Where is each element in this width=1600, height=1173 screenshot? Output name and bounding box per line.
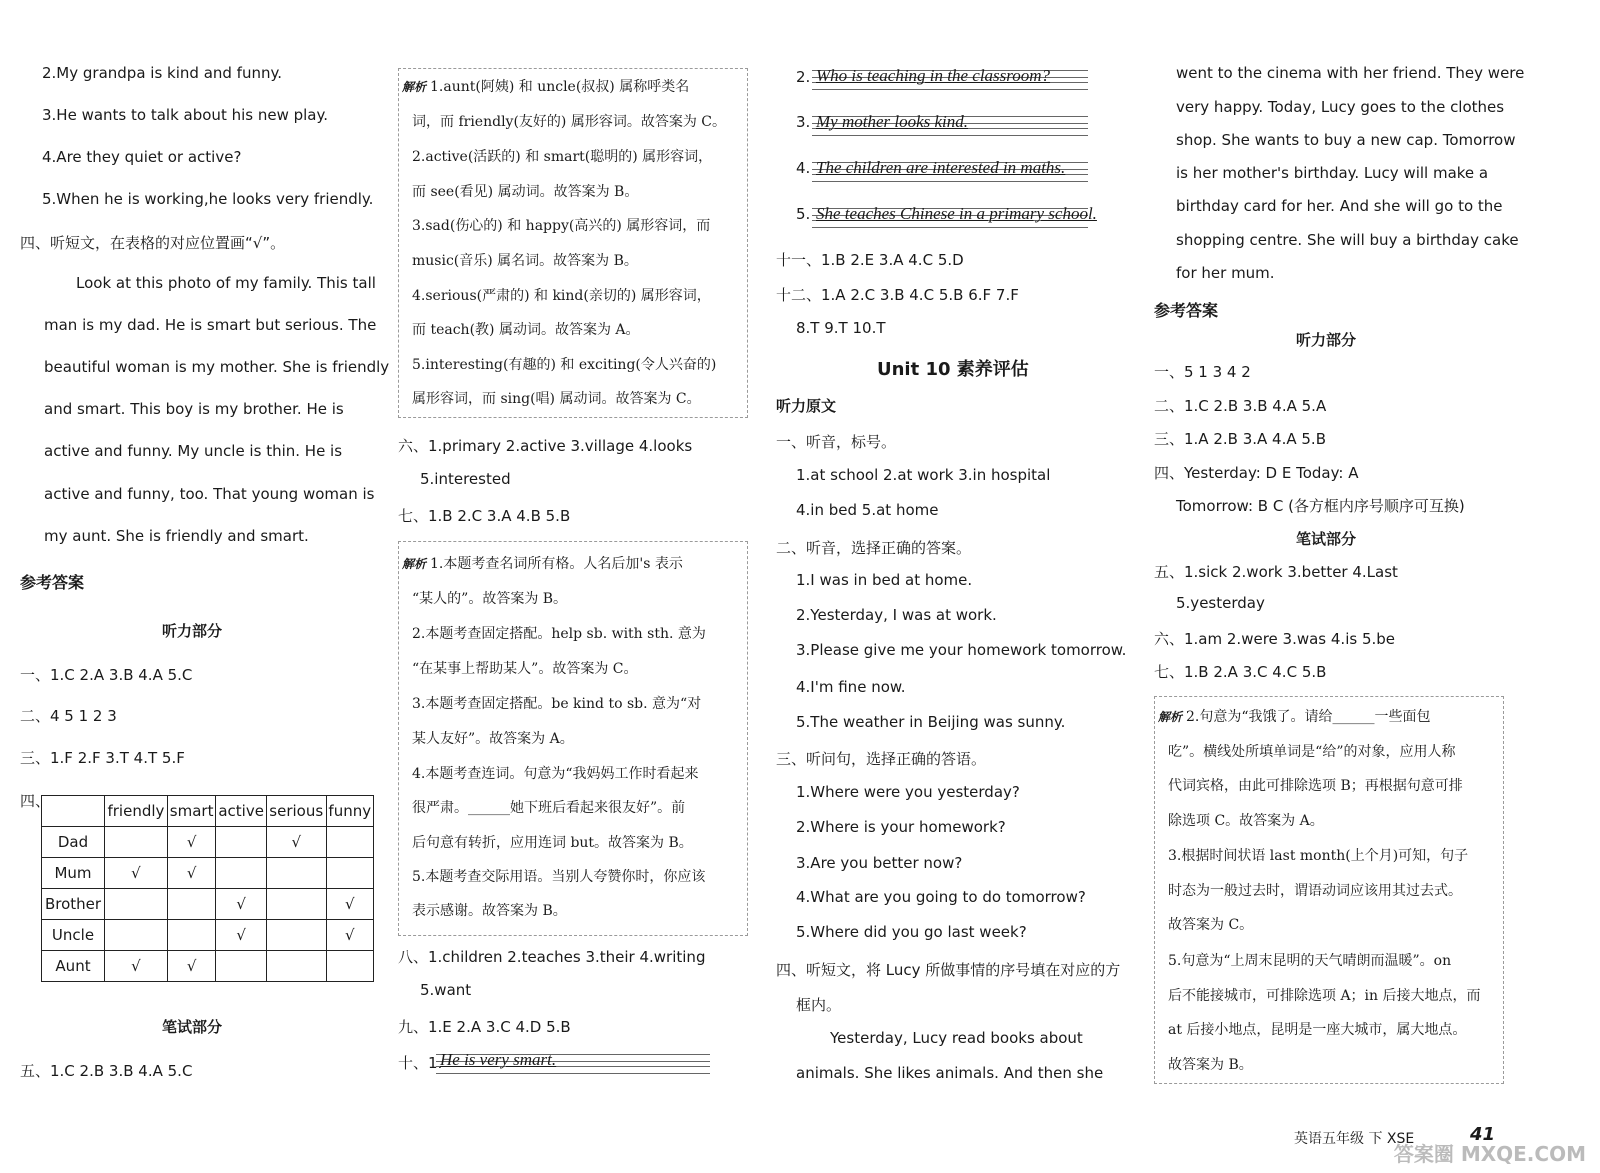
text-line: 5.When he is working,he looks very friendly. bbox=[42, 190, 374, 208]
passage-line: man is my dad. He is smart but serious. The bbox=[44, 316, 377, 334]
analysis-line: 词，而 friendly(友好的) 属形容词。故答案为 C。 bbox=[412, 114, 726, 130]
table-cell bbox=[326, 827, 373, 858]
analysis-line: 解析 1.aunt(阿姨) 和 uncle(叔叔) 属称呼类名 bbox=[402, 79, 690, 95]
book-label: 英语五年级 下 XSE bbox=[1294, 1131, 1415, 1147]
analysis-tag: 解析 bbox=[1158, 710, 1183, 724]
analysis-line: 5.本题考查交际用语。当别人夸赞你时，你应该 bbox=[412, 869, 706, 885]
listening-text-heading: 听力原文 bbox=[776, 397, 837, 415]
table-cell bbox=[216, 827, 267, 858]
answer-line: 六、1.primary 2.active 3.village 4.looks bbox=[398, 437, 693, 455]
answer-line: 四、Yesterday: D E Today: A bbox=[1154, 464, 1359, 482]
analysis-line: 除选项 C。故答案为 A。 bbox=[1168, 813, 1324, 829]
answer-number: 十、1. bbox=[398, 1054, 443, 1072]
analysis-line: 某人友好”。故答案为 A。 bbox=[412, 731, 574, 747]
analysis-line: 2.本题考查固定搭配。help sb. with sth. 意为 bbox=[412, 626, 706, 642]
answer-line: 八、1.children 2.teaches 3.their 4.writing bbox=[398, 948, 706, 966]
table-cell: √ bbox=[167, 858, 216, 889]
table-row bbox=[42, 920, 374, 951]
text-line: 4.What are you going to do tomorrow? bbox=[796, 888, 1086, 906]
answer-line: 五、1.sick 2.work 3.better 4.Last bbox=[1154, 563, 1398, 581]
table-row bbox=[42, 951, 374, 982]
answer-line: 二、4 5 1 2 3 bbox=[20, 707, 117, 725]
unit-title: Unit 10 素养评估 bbox=[877, 359, 1029, 380]
passage-line: shopping centre. She will buy a birthday cake bbox=[1176, 231, 1519, 249]
passage-line: active and funny, too. That young woman is bbox=[44, 485, 375, 503]
analysis-line: 而 see(看见) 属动词。故答案为 B。 bbox=[412, 184, 639, 200]
listening-part-heading: 听力部分 bbox=[1296, 331, 1357, 349]
passage-line: shop. She wants to buy a new cap. Tomorrow bbox=[1176, 131, 1516, 149]
passage-line: for her mum. bbox=[1176, 264, 1275, 282]
table-cell: √ bbox=[216, 920, 267, 951]
table-row bbox=[42, 889, 374, 920]
table-cell: Brother bbox=[42, 889, 105, 920]
analysis-line: 3.本题考查固定搭配。be kind to sb. 意为“对 bbox=[412, 696, 702, 712]
answer-number: 5. bbox=[796, 205, 811, 223]
answer-line: 五、1.C 2.B 3.B 4.A 5.C bbox=[20, 1062, 193, 1080]
analysis-line: 属形容词，而 sing(唱) 属动词。故答案为 C。 bbox=[412, 391, 701, 407]
text-line: 1.Where were you yesterday? bbox=[796, 783, 1020, 801]
analysis-line: 而 teach(教) 属动词。故答案为 A。 bbox=[412, 322, 640, 338]
table-cell: Uncle bbox=[42, 920, 105, 951]
analysis-line: 解析 2.句意为“我饿了。请给______一些面包 bbox=[1158, 709, 1431, 725]
table-header-cell: friendly bbox=[105, 796, 168, 827]
table-cell bbox=[105, 920, 168, 951]
answer-line: 5.want bbox=[420, 981, 472, 999]
answer-line: 九、1.E 2.A 3.C 4.D 5.B bbox=[398, 1018, 571, 1036]
answer-number: 2. bbox=[796, 68, 811, 86]
table-cell bbox=[266, 858, 326, 889]
table-cell: √ bbox=[266, 827, 326, 858]
text-line: 5.Where did you go last week? bbox=[796, 923, 1027, 941]
analysis-line: at 后接小地点，昆明是一座大城市，属大地点。 bbox=[1168, 1022, 1467, 1038]
section-title: 二、听音，选择正确的答案。 bbox=[776, 539, 972, 557]
section-title: 四、听短文，在表格的对应位置画“√”。 bbox=[20, 234, 286, 252]
table-header-cell bbox=[42, 796, 105, 827]
analysis-line: 后不能接城市，可排除选项 A；in 后接大地点，而 bbox=[1168, 988, 1481, 1004]
table-cell bbox=[326, 951, 373, 982]
text-line: 3.Please give me your homework tomorrow. bbox=[796, 641, 1127, 659]
table-cell bbox=[167, 889, 216, 920]
answer-line: 十二、1.A 2.C 3.B 4.C 5.B 6.F 7.F bbox=[776, 286, 1019, 304]
answer-line: 一、1.C 2.A 3.B 4.A 5.C bbox=[20, 666, 193, 684]
handwritten-answer: Who is teaching in the classroom? bbox=[816, 66, 1051, 85]
table-row bbox=[42, 827, 374, 858]
analysis-line: “在某事上帮助某人”。故答案为 C。 bbox=[412, 661, 638, 677]
passage-line: my aunt. She is friendly and smart. bbox=[44, 527, 309, 545]
table-cell bbox=[266, 920, 326, 951]
analysis-line: 3.sad(伤心的) 和 happy(高兴的) 属形容词，而 bbox=[412, 218, 711, 234]
passage-line: beautiful woman is my mother. She is friendly bbox=[44, 358, 390, 376]
text-line: 2.Yesterday, I was at work. bbox=[796, 606, 997, 624]
analysis-line: 故答案为 C。 bbox=[1168, 917, 1254, 933]
table-cell bbox=[266, 889, 326, 920]
answer-line: 三、1.F 2.F 3.T 4.T 5.F bbox=[20, 749, 185, 767]
analysis-line: 5.interesting(有趣的) 和 exciting(令人兴奋的) bbox=[412, 357, 717, 373]
answer-line: 5.interested bbox=[420, 470, 511, 488]
table-cell: √ bbox=[167, 951, 216, 982]
table-cell: √ bbox=[216, 889, 267, 920]
passage-line: birthday card for her. And she will go to the bbox=[1176, 197, 1503, 215]
family-table bbox=[41, 795, 374, 982]
analysis-line: 时态为一般过去时，谓语动词应该用其过去式。 bbox=[1168, 883, 1462, 899]
watermark: 答案圈 MXQE.COM bbox=[1393, 1142, 1586, 1166]
answer-number: 3. bbox=[796, 113, 811, 131]
page-number: 41 bbox=[1470, 1124, 1496, 1145]
table-row bbox=[42, 858, 374, 889]
handwritten-answer: The children are interested in maths. bbox=[816, 158, 1066, 177]
table-cell bbox=[216, 858, 267, 889]
analysis-line: 4.本题考查连词。句意为“我妈妈工作时看起来 bbox=[412, 766, 699, 782]
handwritten-answer: My mother looks kind. bbox=[816, 112, 969, 131]
analysis-line: 代词宾格，由此可排除选项 B；再根据句意可排 bbox=[1168, 778, 1463, 794]
handwritten-answer: She teaches Chinese in a primary school. bbox=[816, 204, 1097, 223]
section-title: 框内。 bbox=[796, 996, 842, 1014]
section-title: 四、听短文，将 Lucy 所做事情的序号填在对应的方 bbox=[776, 961, 1121, 979]
table-cell: √ bbox=[105, 951, 168, 982]
analysis-tag: 解析 bbox=[402, 80, 427, 94]
passage-line: went to the cinema with her friend. They were bbox=[1176, 64, 1525, 82]
table-cell bbox=[105, 889, 168, 920]
answer-line: 七、1.B 2.A 3.C 4.C 5.B bbox=[1154, 663, 1327, 681]
passage-line: animals. She likes animals. And then she bbox=[796, 1064, 1104, 1082]
analysis-line: music(音乐) 属名词。故答案为 B。 bbox=[412, 253, 638, 269]
passage-line: Look at this photo of my family. This tall bbox=[76, 274, 376, 292]
answer-line: 十一、1.B 2.E 3.A 4.C 5.D bbox=[776, 251, 964, 269]
table-cell: √ bbox=[326, 889, 373, 920]
analysis-tag: 解析 bbox=[402, 557, 427, 571]
table-header-cell: smart bbox=[167, 796, 216, 827]
written-part-heading: 笔试部分 bbox=[162, 1018, 223, 1036]
answer-line: Tomorrow: B C (各方框内序号顺序可互换) bbox=[1176, 497, 1465, 515]
text-line: 4.Are they quiet or active? bbox=[42, 148, 242, 166]
table-cell bbox=[216, 951, 267, 982]
passage-line: Yesterday, Lucy read books about bbox=[830, 1029, 1083, 1047]
reference-answers-heading: 参考答案 bbox=[1154, 301, 1219, 320]
text-line: 3.He wants to talk about his new play. bbox=[42, 106, 329, 124]
text-line: 4.I'm fine now. bbox=[796, 678, 906, 696]
text-line: 4.in bed 5.at home bbox=[796, 501, 939, 519]
table-header-cell: funny bbox=[326, 796, 373, 827]
table-header-cell: active bbox=[216, 796, 267, 827]
table-label: 四、 bbox=[20, 792, 51, 810]
analysis-line: 解析 1.本题考查名词所有格。人名后加's 表示 bbox=[402, 556, 683, 572]
answer-line: 六、1.am 2.were 3.was 4.is 5.be bbox=[1154, 630, 1396, 648]
listening-part-heading: 听力部分 bbox=[162, 622, 223, 640]
table-cell bbox=[105, 827, 168, 858]
table-cell bbox=[266, 951, 326, 982]
table-cell: √ bbox=[167, 827, 216, 858]
passage-line: and smart. This boy is my brother. He is bbox=[44, 400, 344, 418]
answer-line: 七、1.B 2.C 3.A 4.B 5.B bbox=[398, 507, 571, 525]
table-cell: √ bbox=[326, 920, 373, 951]
text-line: 3.Are you better now? bbox=[796, 854, 963, 872]
written-part-heading: 笔试部分 bbox=[1296, 530, 1357, 548]
table-cell bbox=[167, 920, 216, 951]
table-header-cell: serious bbox=[266, 796, 326, 827]
analysis-line: 4.serious(严肃的) 和 kind(亲切的) 属形容词， bbox=[412, 288, 711, 304]
analysis-line: 5.句意为“上周末昆明的天气晴朗而温暖”。on bbox=[1168, 953, 1452, 969]
passage-line: active and funny. My uncle is thin. He is bbox=[44, 442, 343, 460]
table-cell: Aunt bbox=[42, 951, 105, 982]
table-cell bbox=[326, 858, 373, 889]
reference-answers-heading: 参考答案 bbox=[20, 573, 85, 592]
answer-line: 8.T 9.T 10.T bbox=[796, 319, 886, 337]
section-title: 一、听音，标号。 bbox=[776, 433, 897, 451]
answer-line: 二、1.C 2.B 3.B 4.A 5.A bbox=[1154, 397, 1327, 415]
analysis-line: “某人的”。故答案为 B。 bbox=[412, 591, 568, 607]
analysis-line: 3.根据时间状语 last month(上个月)可知，句子 bbox=[1168, 848, 1469, 864]
text-line: 2.My grandpa is kind and funny. bbox=[42, 64, 282, 82]
answer-line: 5.yesterday bbox=[1176, 594, 1265, 612]
table-cell: Mum bbox=[42, 858, 105, 889]
analysis-line: 表示感谢。故答案为 B。 bbox=[412, 903, 567, 919]
section-title: 三、听问句，选择正确的答语。 bbox=[776, 750, 987, 768]
answer-line: 一、5 1 3 4 2 bbox=[1154, 363, 1251, 381]
analysis-line: 故答案为 B。 bbox=[1168, 1057, 1253, 1073]
analysis-line: 很严肃。______她下班后看起来很友好”。前 bbox=[412, 800, 686, 816]
passage-line: is her mother's birthday. Lucy will make a bbox=[1176, 164, 1489, 182]
analysis-line: 后句意有转折，应用连词 but。故答案为 B。 bbox=[412, 835, 693, 851]
answer-line: 三、1.A 2.B 3.A 4.A 5.B bbox=[1154, 430, 1326, 448]
text-line: 5.The weather in Beijing was sunny. bbox=[796, 713, 1066, 731]
passage-line: very happy. Today, Lucy goes to the clothes bbox=[1176, 98, 1505, 116]
handwritten-answer: He is very smart. bbox=[440, 1050, 557, 1069]
answer-number: 4. bbox=[796, 159, 811, 177]
analysis-line: 吃”。横线处所填单词是“给”的对象，应用人称 bbox=[1168, 744, 1456, 760]
text-line: 1.at school 2.at work 3.in hospital bbox=[796, 466, 1051, 484]
text-line: 1.I was in bed at home. bbox=[796, 571, 973, 589]
text-line: 2.Where is your homework? bbox=[796, 818, 1006, 836]
table-cell: √ bbox=[105, 858, 168, 889]
table-cell: Dad bbox=[42, 827, 105, 858]
analysis-line: 2.active(活跃的) 和 smart(聪明的) 属形容词， bbox=[412, 149, 713, 165]
